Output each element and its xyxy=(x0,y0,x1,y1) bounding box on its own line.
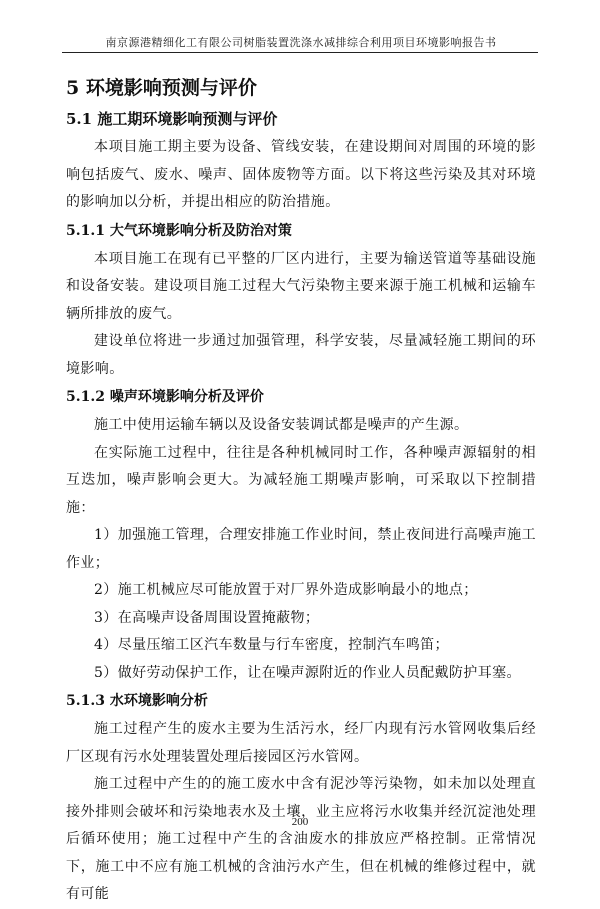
section-5-1-2-title: 5.1.2 噪声环境影响分析及评价 xyxy=(66,389,264,405)
chapter-title: 5 环境影响预测与评价 xyxy=(66,77,257,99)
noise-measure-item: 3）在高噪声设备周围设置掩蔽物； xyxy=(94,609,320,626)
section-5-1-2-paragraph-2: 在实际施工过程中，往往是各种机械同时工作，各种噪声源辐射的相互迭加，噪声影响会更大。为减轻施工期噪声影响，可采取以下控制措施： xyxy=(66,444,536,516)
section-5-1-3-paragraph-1: 施工过程产生的废水主要为生活污水，经厂内现有污水管网收集后经厂区现有污水处理装置处理后接园区污水管网。 xyxy=(66,721,536,765)
header-divider xyxy=(62,52,538,53)
noise-measure-item: 2）施工机械应尽可能放置于对厂界外造成影响最小的地点； xyxy=(94,582,478,598)
section-5-1-1-paragraph-1: 本项目施工在现有已平整的厂区内进行，主要为输送管道等基础设施和设备安装。建设项目施工过程大气污染物主要来源于施工机械和运输车辆所排放的废气。 xyxy=(66,250,536,322)
noise-measure-item: 5）做好劳动保护工作，让在噪声源附近的作业人员配戴防护耳塞。 xyxy=(94,664,521,681)
page-body xyxy=(66,64,536,909)
section-5-1-2-paragraph-1: 施工中使用运输车辆以及设备安装调试都是噪声的产生源。 xyxy=(94,417,469,433)
section-5-1-title: 5.1 施工期环境影响预测与评价 xyxy=(66,110,278,128)
noise-measure-item: 1）加强施工管理，合理安排施工作业时间，禁止夜间进行高噪声施工作业； xyxy=(66,527,536,571)
section-5-1-1-paragraph-2: 建设单位将进一步通过加强管理，科学安装，尽量减轻施工期间的环境影响。 xyxy=(66,333,536,377)
page-number: 200 xyxy=(291,816,309,828)
section-5-1-1-title: 5.1.1 大气环境影响分析及防治对策 xyxy=(66,222,292,239)
section-5-1-3-paragraph-2: 施工过程中产生的的施工废水中含有泥沙等污染物，如未加以处理直接外排则会破坏和污染地表水及土壤，业主应将污水收集并经沉淀池处理后循环使用；施工过程中产生的含油废水的排放应严格控制。正常情况下，施工中不应有施工机械的含油污水产生，但在机械的维修过程中，就有可能 xyxy=(66,776,536,902)
noise-measure-item: 4）尽量压缩工区汽车数量与行车密度，控制汽车鸣笛； xyxy=(94,637,449,653)
section-5-1-paragraph: 本项目施工期主要为设备、管线安装，在建设期间对周围的环境的影响包括废气、废水、噪声、固体废物等方面。以下将这些污染及其对环境的影响加以分析，并提出相应的防治措施。 xyxy=(66,139,536,210)
section-5-1-3-title: 5.1.3 水环境影响分析 xyxy=(66,693,208,709)
running-header: 南京源港精细化工有限公司树脂装置洗涤水减排综合利用项目环境影响报告书 xyxy=(105,36,497,49)
